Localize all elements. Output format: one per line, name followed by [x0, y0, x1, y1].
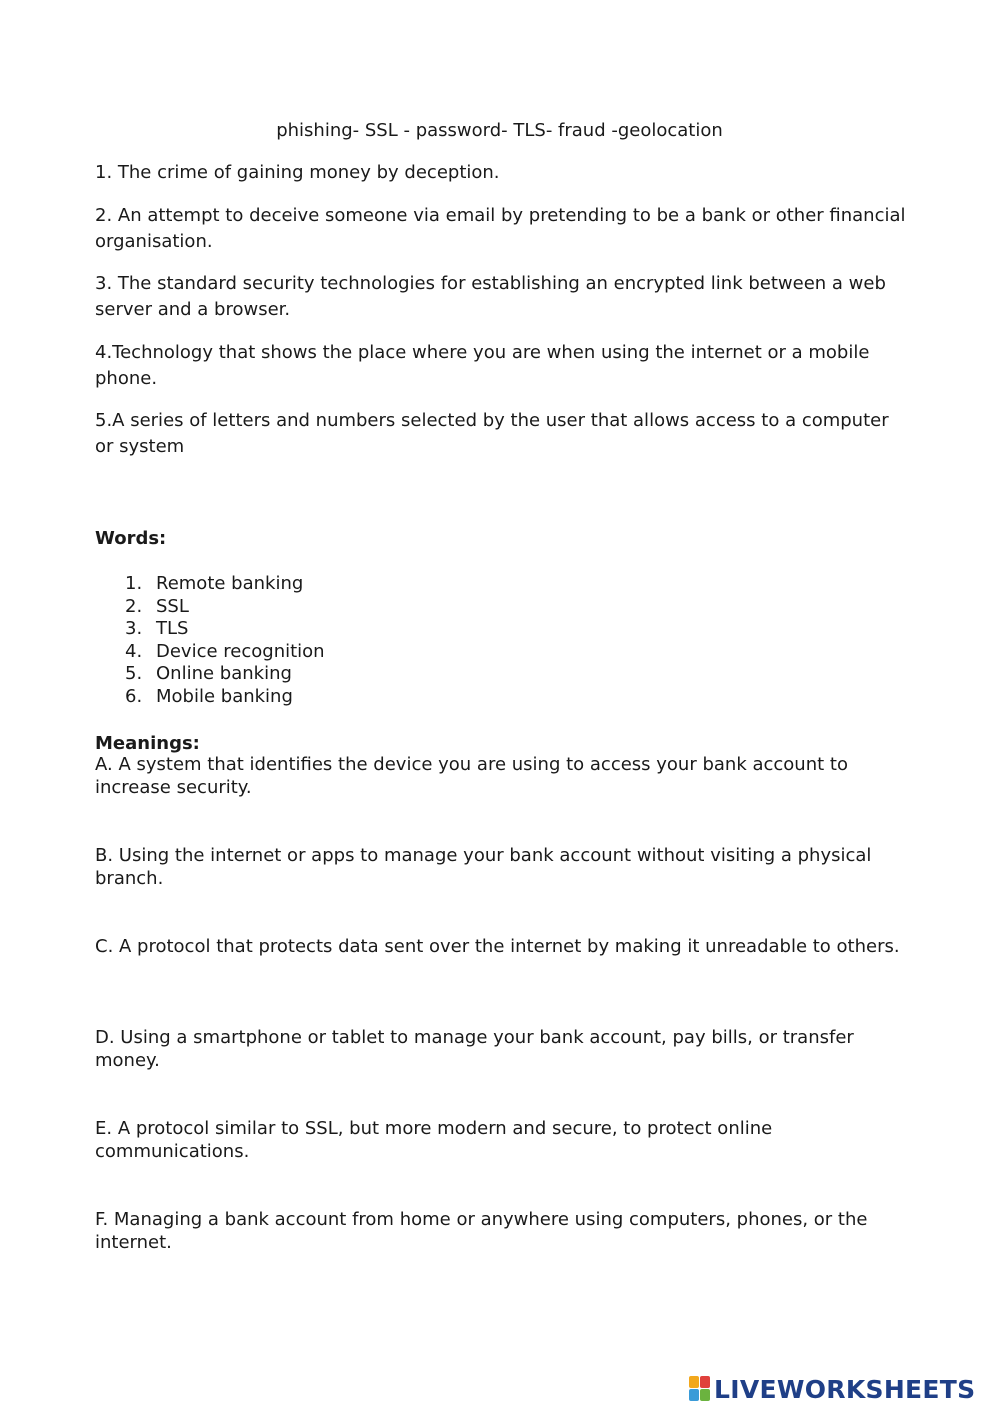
meaning-d: D. Using a smartphone or tablet to manage your bank account, pay bills, or transfer money. — [95, 1027, 854, 1071]
word-item: 6. Mobile banking — [125, 685, 293, 707]
meaning-f: F. Managing a bank account from home or anywhere using computers, phones, or the internet. — [95, 1209, 868, 1253]
meaning-b: B. Using the internet or apps to manage your bank account without visiting a physical branch. — [95, 845, 872, 889]
word-bank: phishing- SSL - password- TLS- fraud -geolocation — [276, 120, 723, 141]
word-item: 5. Online banking — [125, 663, 292, 685]
word-item: 1. Remote banking — [125, 573, 304, 594]
meaning-e: E. A protocol similar to SSL, but more modern and secure, to protect online communications. — [95, 1118, 773, 1162]
words-list — [125, 573, 325, 709]
definition-1: 1. The crime of gaining money by deception. — [95, 162, 500, 183]
definition-5: 5.A series of letters and numbers selected by the user that allows access to a computer or system — [95, 410, 889, 457]
meaning-a: A. A system that identifies the device you are using to access your bank account to increase security. — [95, 754, 848, 798]
definition-3: 3. The standard security technologies for establishing an encrypted link between a web server and a browser. — [95, 273, 886, 320]
definition-2: 2. An attempt to deceive someone via email by pretending to be a bank or other financial organisation. — [95, 205, 906, 252]
definition-4: 4.Technology that shows the place where you are when using the internet or a mobile phone. — [95, 342, 870, 389]
logo-badge-icon — [689, 1376, 711, 1402]
logo-text: LIVEWORKSHEETS — [714, 1374, 976, 1404]
meaning-c: C. A protocol that protects data sent over the internet by making it unreadable to others. — [95, 936, 900, 957]
meanings-heading: Meanings: — [95, 733, 200, 754]
word-item: 3. TLS — [125, 618, 189, 640]
word-item: 4. Device recognition — [125, 640, 325, 662]
liveworksheets-logo — [689, 1374, 975, 1404]
word-item: 2. SSL — [125, 595, 189, 617]
words-heading: Words: — [95, 528, 167, 549]
